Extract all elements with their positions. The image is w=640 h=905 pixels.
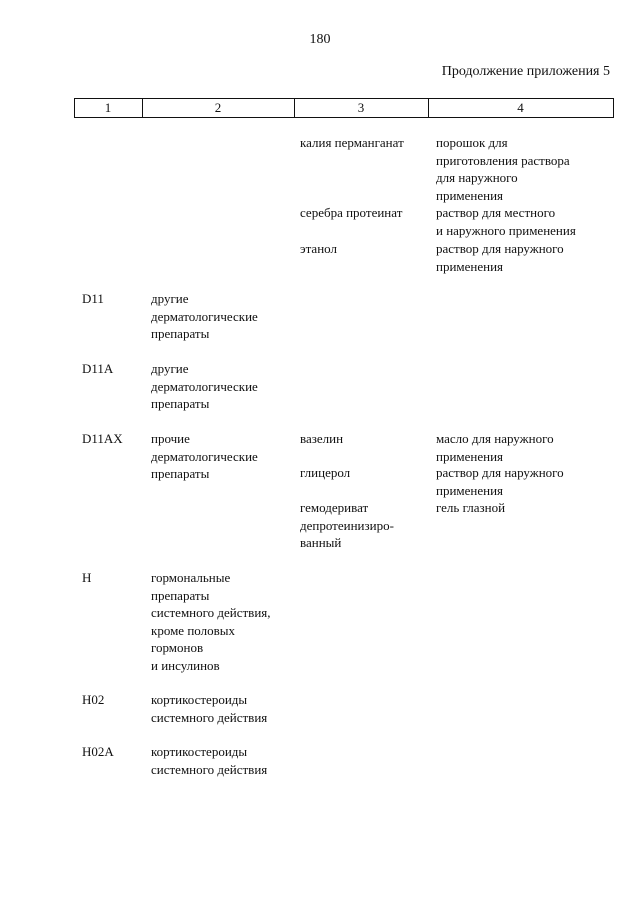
page-number: 180 — [309, 32, 331, 47]
group-name-cell — [151, 743, 267, 778]
atc-code-cell-line: D11AX — [82, 431, 123, 446]
dosage-form-cell-line: раствор для наружного — [436, 241, 564, 256]
group-name-cell-line: кроме половых — [151, 622, 235, 638]
column-number-1: 1 — [104, 100, 112, 115]
drug-name-cell — [300, 204, 402, 222]
group-name-cell-line: гормонов — [151, 640, 204, 655]
dosage-form-cell-line: порошок для — [436, 135, 508, 150]
group-name-cell-line: дерматологические — [151, 378, 258, 394]
dosage-form-cell-line: масло для наружного — [436, 431, 554, 446]
atc-code-cell-line: D11A — [82, 361, 114, 376]
dosage-form-cell-line: раствор для местного — [436, 205, 556, 220]
atc-code-cell — [82, 430, 123, 448]
group-name-cell — [151, 569, 271, 674]
atc-code-cell — [82, 290, 104, 308]
group-name-cell-line: системного действия — [151, 761, 268, 777]
group-name-cell-line: кортикостероиды — [151, 692, 248, 707]
drug-name-cell — [300, 240, 337, 258]
appendix-continuation-title: Продолжение приложения 5 — [441, 64, 610, 79]
atc-code-cell — [82, 743, 114, 761]
group-name-cell — [151, 290, 258, 343]
group-name-cell-line: препараты — [151, 466, 210, 481]
group-name-cell-line: другие — [151, 291, 189, 306]
header-divider — [613, 98, 614, 117]
dosage-form-cell-line: применения — [436, 448, 504, 464]
group-name-cell — [151, 430, 258, 483]
atc-code-cell-line: H — [82, 570, 92, 585]
group-name-cell-line: дерматологические — [151, 308, 258, 324]
atc-code-cell — [82, 569, 91, 587]
group-name-cell-line: препараты — [151, 326, 210, 341]
column-number-4: 4 — [517, 100, 524, 115]
atc-code-cell-line: D11 — [82, 291, 104, 306]
drug-name-cell — [300, 464, 350, 482]
group-name-cell-line: дерматологические — [151, 448, 258, 464]
dosage-form-cell-line: раствор для наружного — [436, 465, 564, 480]
dosage-form-cell-line: применения — [436, 187, 504, 203]
group-name-cell-line: прочие — [151, 431, 190, 446]
atc-code-cell — [82, 360, 113, 378]
drug-name-cell-line: глицерол — [300, 465, 351, 480]
dosage-form-cell — [436, 240, 564, 275]
atc-code-cell — [82, 691, 104, 709]
dosage-form-cell-line: для наружного — [436, 170, 518, 185]
drug-name-cell — [300, 134, 404, 152]
group-name-cell-line: системного действия — [151, 709, 268, 725]
drug-name-cell-line: ванный — [300, 535, 342, 550]
drug-name-cell — [300, 499, 394, 552]
dosage-form-cell — [436, 499, 505, 517]
drug-name-cell-line: калия перманганат — [300, 135, 404, 150]
group-name-cell-line: другие — [151, 361, 189, 376]
group-name-cell — [151, 360, 258, 413]
dosage-form-cell-line: приготовления раствора — [436, 152, 570, 168]
table-header-bottom-rule — [74, 117, 614, 118]
group-name-cell — [151, 691, 267, 726]
dosage-form-cell-line: применения — [436, 258, 504, 274]
drug-name-cell-line: депротеинизиро- — [300, 517, 394, 533]
dosage-form-cell — [436, 464, 564, 499]
group-name-cell-line: и инсулинов — [151, 657, 220, 673]
dosage-form-cell-line: применения — [436, 482, 504, 498]
drug-name-cell-line: гемодериват — [300, 500, 369, 515]
column-number-3: 3 — [357, 100, 365, 115]
column-number-2: 2 — [214, 100, 222, 115]
group-name-cell-line: препараты — [151, 587, 210, 603]
group-name-cell-line: кортикостероиды — [151, 744, 248, 759]
dosage-form-cell-line: и наружного применения — [436, 222, 576, 238]
drug-name-cell — [300, 430, 343, 448]
atc-code-cell-line: H02 — [82, 692, 105, 707]
drug-name-cell-line: вазелин — [300, 431, 344, 446]
dosage-form-cell — [436, 204, 576, 239]
dosage-form-cell — [436, 430, 554, 465]
group-name-cell-line: системного действия, — [151, 605, 271, 620]
drug-name-cell-line: серебра протеинат — [300, 205, 403, 220]
dosage-form-cell — [436, 134, 570, 204]
group-name-cell-line: гормональные — [151, 570, 231, 585]
dosage-form-cell-line: гель глазной — [436, 500, 506, 515]
group-name-cell-line: препараты — [151, 396, 210, 411]
drug-name-cell-line: этанол — [300, 241, 337, 256]
atc-code-cell-line: H02A — [82, 744, 114, 759]
